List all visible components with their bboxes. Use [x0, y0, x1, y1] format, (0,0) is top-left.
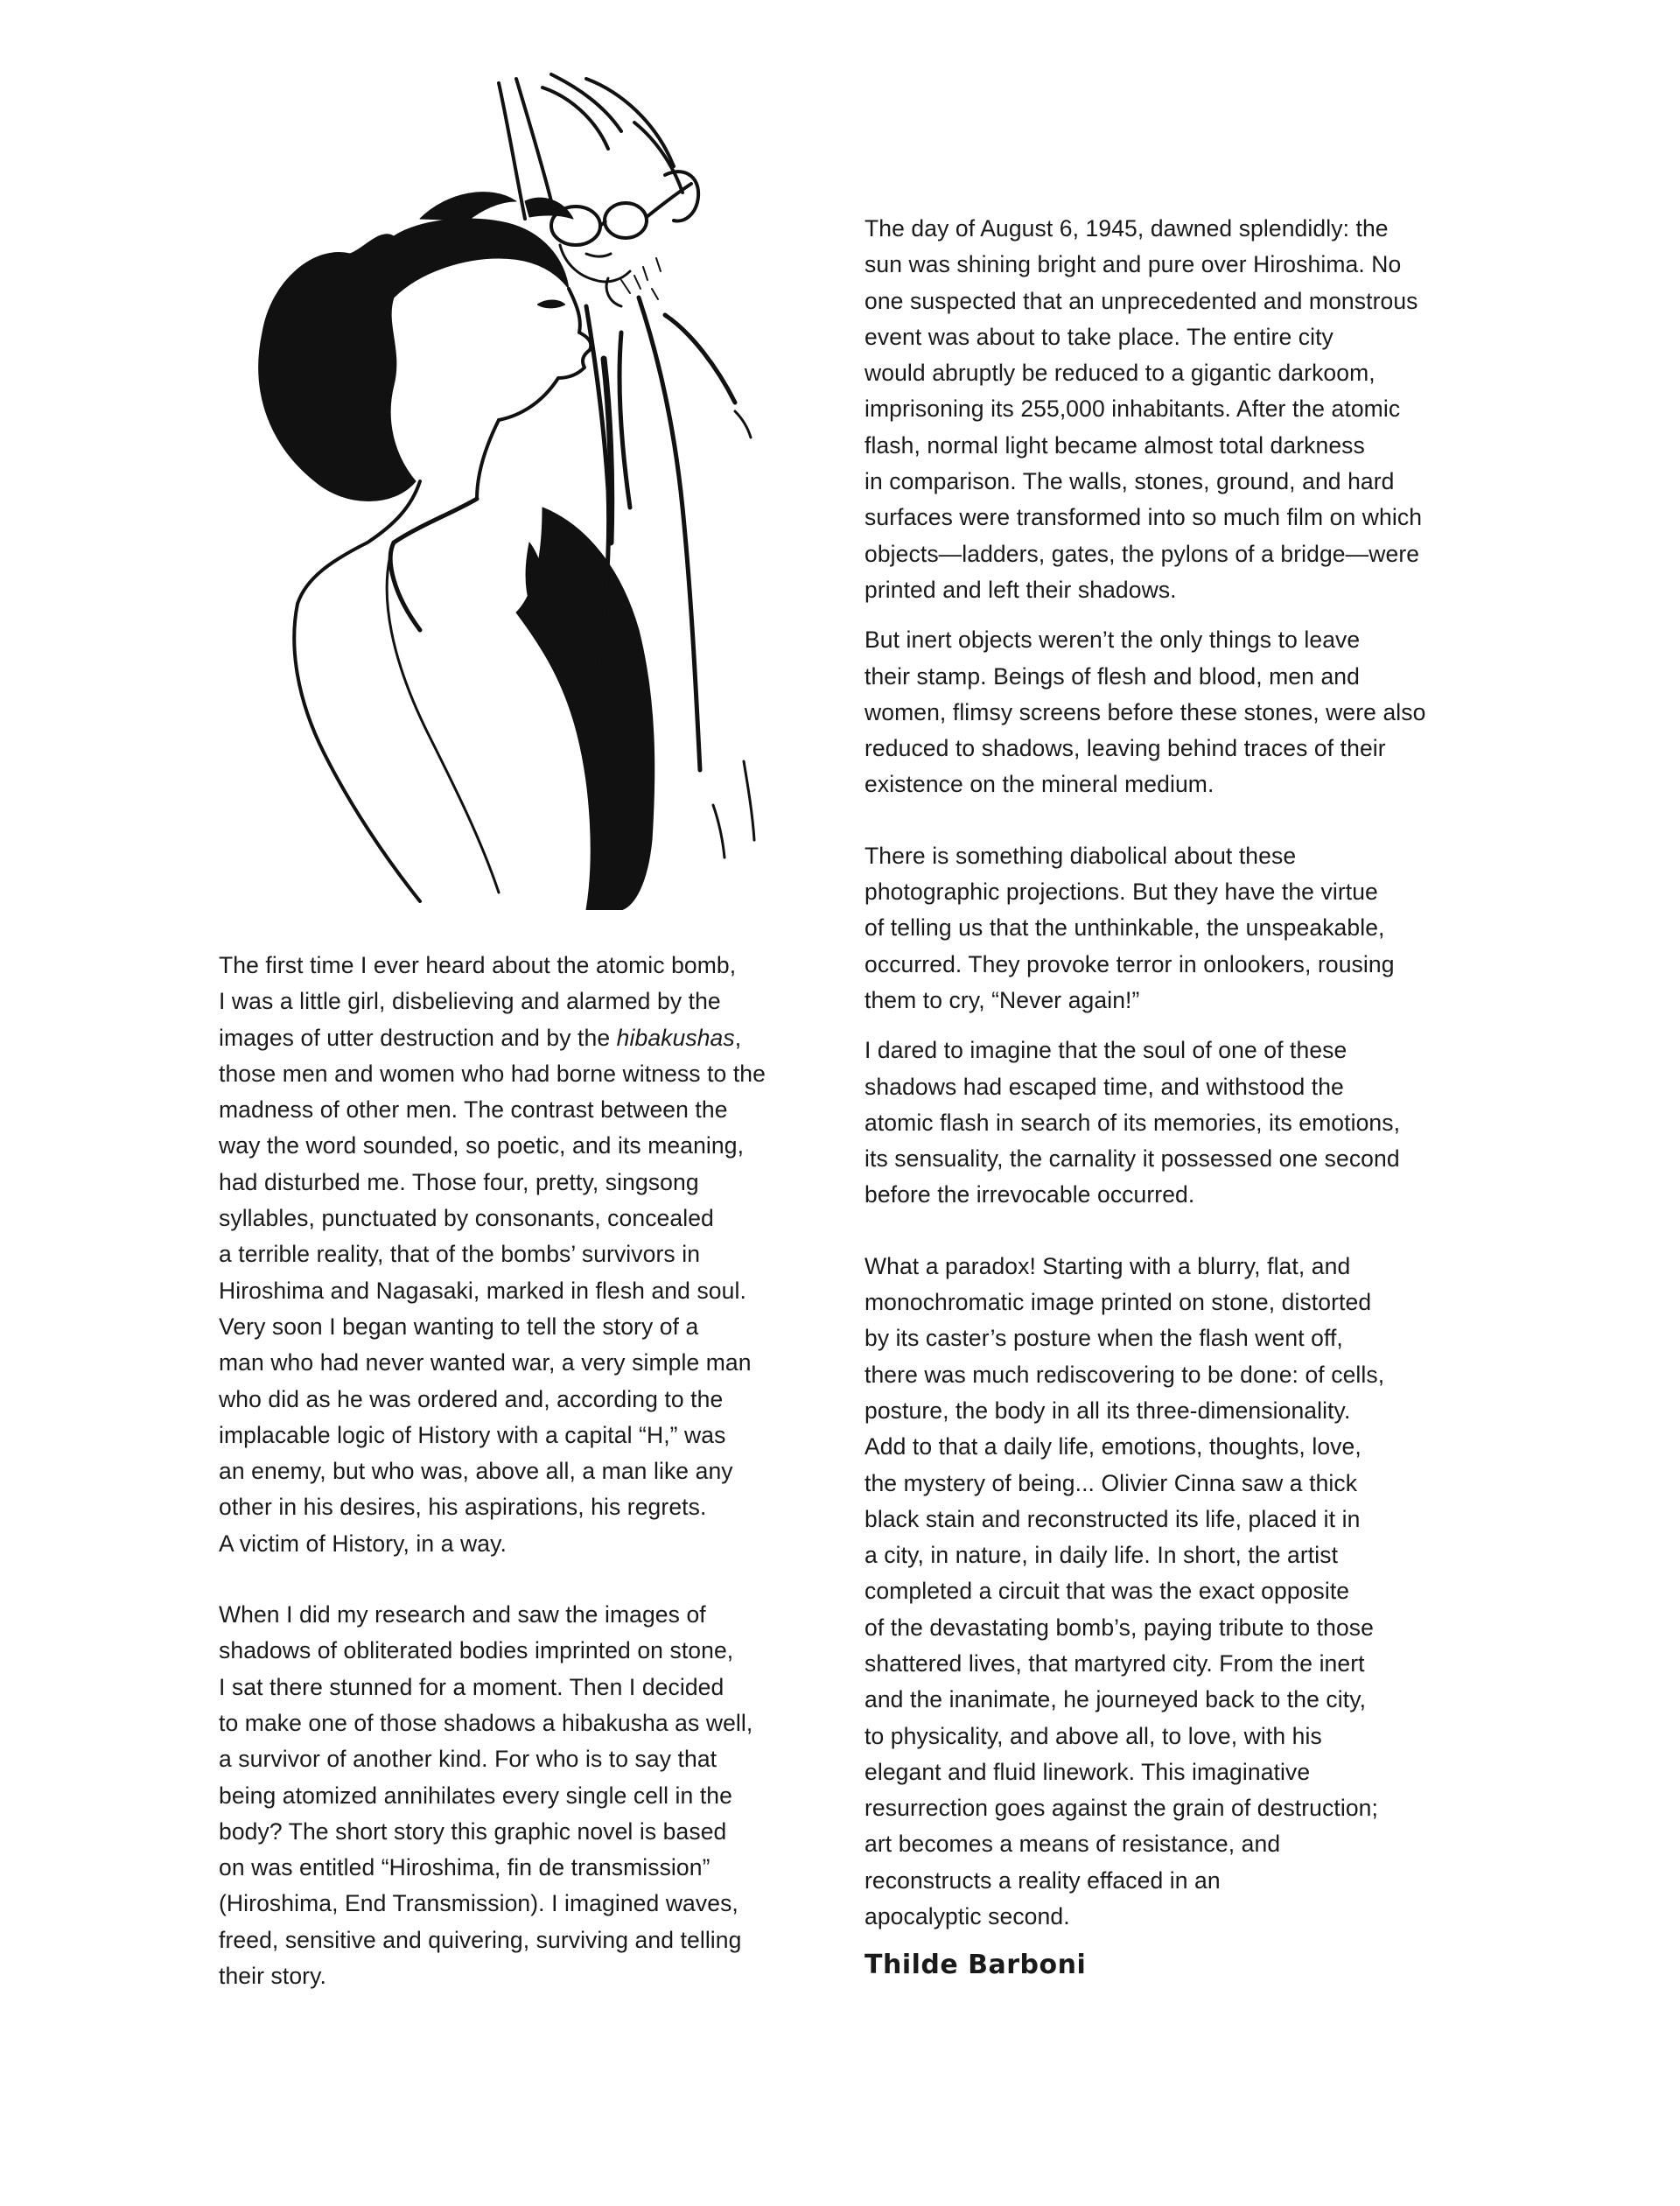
text-line: being atomized annihilates every single cell in the: [219, 1782, 732, 1809]
text-line: [219, 1020, 814, 1056]
woman-figure: [259, 193, 654, 910]
right-column: [864, 211, 1477, 1982]
text-line: sun was shining bright and pure over Hiroshima. No: [864, 251, 1402, 278]
text-line: shattered lives, that martyred city. From the inert: [864, 1649, 1365, 1677]
text-line: implacable logic of History with a capital “H,” was: [219, 1421, 726, 1448]
text-line: before the irrevocable occurred.: [864, 1181, 1195, 1208]
text-line: one suspected that an unprecedented and monstrous: [864, 287, 1418, 314]
text-line: its sensuality, the carnality it possessed one second: [864, 1145, 1400, 1173]
text-line: monochromatic image printed on stone, distorted: [864, 1289, 1372, 1316]
text-line: photographic projections. But they have the virtue: [864, 879, 1378, 906]
text-line: resurrection goes against the grain of destruction;: [864, 1795, 1378, 1822]
text-line: other in his desires, his aspirations, his regrets.: [219, 1494, 707, 1521]
paragraph-gap: [864, 1214, 1477, 1249]
text-line: reconstructs a reality effaced in an: [864, 1866, 1221, 1894]
text-line: art becomes a means of resistance, and: [864, 1831, 1281, 1858]
ink-illustration: [131, 70, 849, 910]
text-line: body? The short story this graphic novel is based: [219, 1817, 727, 1845]
text-line: a survivor of another kind. For who is to say that: [219, 1746, 718, 1773]
text-line: I dared to imagine that the soul of one of these: [864, 1037, 1348, 1064]
right-paragraph-2: [864, 622, 1477, 802]
text-fragment: ,: [734, 1024, 742, 1051]
text-line: The first time I ever heard about the atomic bomb,: [219, 952, 737, 978]
text-line: objects—ladders, gates, the pylons of a bridge—were: [864, 540, 1420, 567]
text-line: there was much rediscovering to be done: of cells,: [864, 1361, 1385, 1388]
man-glasses: [551, 184, 691, 245]
text-line: event was about to take place. The entire city: [864, 323, 1334, 350]
text-line: who did as he was ordered and, according to the: [219, 1385, 724, 1412]
left-paragraph-2: [219, 1597, 814, 1994]
text-line: flash, normal light became almost total darkness: [864, 431, 1365, 459]
text-line: printed and left their shadows.: [864, 576, 1177, 603]
text-line: But inert objects weren’t the only things to leave: [864, 627, 1361, 654]
text-line: would abruptly be reduced to a gigantic darkoom,: [864, 360, 1376, 387]
text-line: A victim of History, in a way.: [219, 1530, 507, 1557]
right-paragraph-3: [864, 838, 1477, 1019]
text-line: Very soon I began wanting to tell the story of a: [219, 1313, 699, 1340]
text-line: by its caster’s posture when the flash went off,: [864, 1325, 1343, 1352]
text-line: elegant and fluid linework. This imaginative: [864, 1758, 1311, 1785]
text-line: posture, the body in all its three-dimensionality.: [864, 1397, 1351, 1424]
text-line: on was entitled “Hiroshima, fin de transmission”: [219, 1854, 710, 1881]
woman-face: [499, 289, 591, 420]
text-line: shadows had escaped time, and withstood the: [864, 1073, 1344, 1100]
text-line: their stamp. Beings of flesh and blood, men and: [864, 662, 1360, 690]
right-paragraph-1: [864, 211, 1477, 608]
text-line: to physicality, and above all, to love, with his: [864, 1722, 1322, 1749]
man-hair: [499, 74, 682, 219]
text-line: and the inanimate, he journeyed back to the city,: [864, 1686, 1367, 1713]
text-line: black stain and reconstructed its life, placed it in: [864, 1505, 1361, 1532]
text-line: Add to that a daily life, emotions, thoughts, love,: [864, 1433, 1362, 1460]
text-line: man who had never wanted war, a very simple man: [219, 1349, 752, 1376]
paragraph-gap: [219, 1562, 814, 1597]
text-line: way the word sounded, so poetic, and its meaning,: [219, 1132, 745, 1159]
right-paragraph-5: [864, 1249, 1477, 1936]
text-line: The day of August 6, 1945, dawned splendidly: the: [864, 215, 1389, 242]
text-line: a terrible reality, that of the bombs’ survivors in: [219, 1241, 701, 1268]
text-fragment: images of utter destruction and by the: [219, 1024, 617, 1051]
paragraph-gap: [864, 1019, 1477, 1033]
paragraph-gap: [864, 803, 1477, 838]
text-line: freed, sensitive and quivering, surviving and telling: [219, 1926, 742, 1953]
text-line: What a paradox! Starting with a blurry, flat, and: [864, 1252, 1351, 1279]
paragraph-gap: [864, 608, 1477, 622]
text-line: their story.: [219, 1963, 326, 1990]
text-line: women, flimsy screens before these stones, were also: [864, 698, 1426, 725]
text-line: the mystery of being... Olivier Cinna saw a thick: [864, 1469, 1358, 1496]
text-line: I sat there stunned for a moment. Then I decided: [219, 1673, 724, 1700]
text-line: reduced to shadows, leaving behind traces of their: [864, 735, 1386, 762]
text-line: (Hiroshima, End Transmission). I imagined waves,: [219, 1890, 738, 1917]
text-line: surfaces were transformed into so much film on which: [864, 504, 1423, 531]
left-column: [219, 948, 814, 1994]
text-line: I was a little girl, disbelieving and alarmed by the: [219, 988, 721, 1015]
left-paragraph-1: [219, 948, 814, 1562]
text-line: in comparison. The walls, stones, ground, and hard: [864, 468, 1395, 495]
text-line: shadows of obliterated bodies imprinted on stone,: [219, 1637, 734, 1664]
woman-hair: [259, 219, 569, 501]
text-line: an enemy, but who was, above all, a man like any: [219, 1458, 733, 1485]
text-line: syllables, punctuated by consonants, concealed: [219, 1205, 714, 1232]
text-line: them to cry, “Never again!”: [864, 986, 1140, 1013]
author-signature: Thilde Barboni: [864, 1950, 1087, 1981]
text-line: Hiroshima and Nagasaki, marked in flesh and soul.: [219, 1277, 746, 1304]
italic-term: hibakushas: [616, 1024, 735, 1051]
text-line: apocalyptic second.: [864, 1903, 1070, 1930]
text-line: had disturbed me. Those four, pretty, singsong: [219, 1168, 699, 1195]
text-line: atomic flash in search of its memories, its emotions,: [864, 1109, 1401, 1136]
text-line: existence on the mineral medium.: [864, 771, 1214, 798]
text-line: completed a circuit that was the exact opposite: [864, 1578, 1350, 1605]
text-line: to make one of those shadows a hibakusha as well,: [219, 1709, 753, 1736]
text-line: imprisoning its 255,000 inhabitants. After the atomic: [864, 396, 1401, 423]
text-line: those men and women who had borne witness to the: [219, 1060, 766, 1087]
text-line: of telling us that the unthinkable, the unspeakable,: [864, 914, 1385, 942]
text-line: a city, in nature, in daily life. In short, the artist: [864, 1542, 1339, 1569]
text-line: When I did my research and saw the images of: [219, 1601, 706, 1628]
text-line: There is something diabolical about these: [864, 842, 1297, 869]
text-line: madness of other men. The contrast between the: [219, 1096, 728, 1124]
right-paragraph-4: [864, 1033, 1477, 1213]
text-line: of the devastating bomb’s, paying tribute to those: [864, 1614, 1374, 1641]
text-line: occurred. They provoke terror in onlookers, rousing: [864, 950, 1395, 977]
